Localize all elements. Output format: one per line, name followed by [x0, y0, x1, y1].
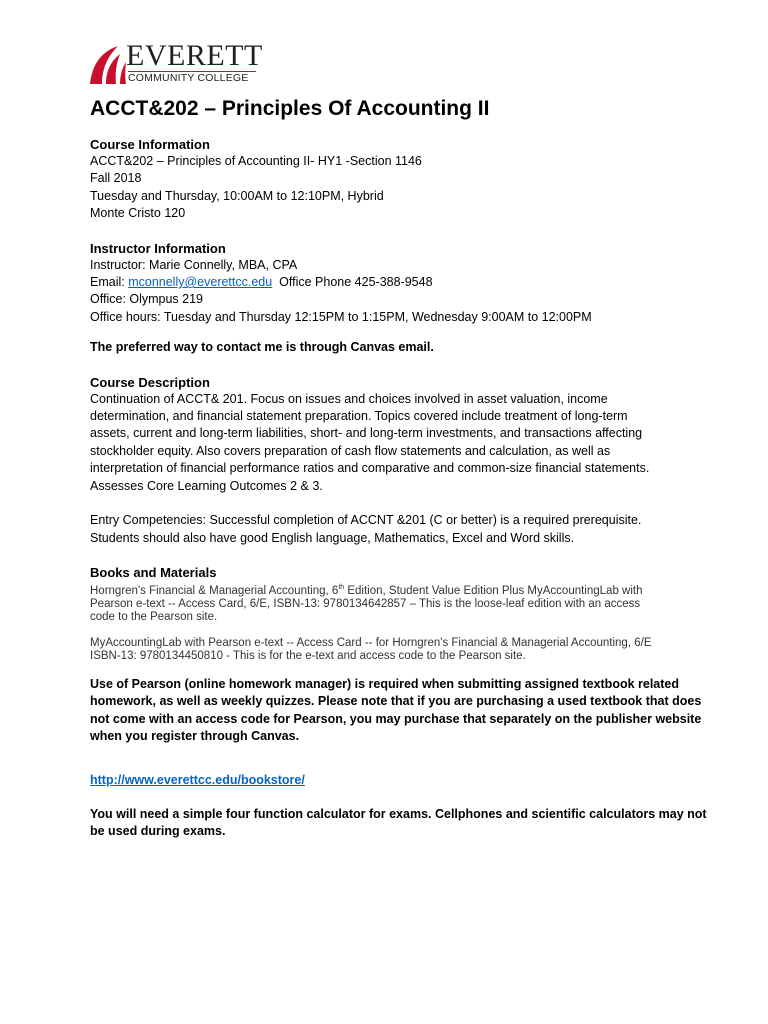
office-phone: Office Phone 425-388-9548 [272, 275, 433, 290]
syllabus-content [90, 96, 707, 841]
book1-line [90, 581, 690, 598]
bookstore-link[interactable]: http://www.everettcc.edu/bookstore/ [90, 773, 305, 788]
pearson-line: when you register through Canvas. [90, 728, 300, 743]
course-info-line: ACCT&202 – Principles of Accounting II- HY1 -Section 1146 [90, 154, 422, 168]
book1-title-cont: Edition, Student Value Edition Plus MyAccountingLab with [344, 584, 643, 597]
email-link[interactable]: mconnelly@everettcc.edu [128, 275, 273, 290]
instructor-name: Instructor: Marie Connelly, MBA, CPA [90, 257, 298, 272]
book1-edition-sup: th [338, 583, 345, 591]
course-info-line: Tuesday and Thursday, 10:00AM to 12:10PM, Hybrid [90, 188, 384, 203]
college-logo-mark-icon [88, 44, 130, 86]
office-location: Office: Olympus 219 [90, 292, 204, 307]
course-info-heading: Course Information [90, 137, 210, 152]
book2-line: MyAccountingLab with Pearson e-text -- Access Card -- for Horngren's Financial & Managerial Accounting, 6/E [90, 636, 652, 649]
pearson-line: Use of Pearson (online homework manager) is required when submitting assigned textbook related [90, 676, 680, 691]
description-line: assets, current and long-term liabilities, short- and long-term investments, and transactions affecting [90, 426, 643, 441]
calculator-line: You will need a simple four function calculator for exams. Cellphones and scientific calculators may not [90, 806, 707, 821]
description-line: stockholder equity. Also covers preparation of cash flow statements and calculation, as well as [90, 443, 611, 458]
description-line: Assesses Core Learning Outcomes 2 & 3. [90, 478, 323, 493]
college-logo-name: EVERETT [126, 39, 263, 72]
email-label: Email: [90, 275, 129, 290]
course-info-line: Fall 2018 [90, 171, 142, 186]
entry-competencies-line: Entry Competencies: Successful completion of ACCNT &201 (C or better) is a required prerequisite. [90, 513, 642, 528]
book1-title: Horngren's Financial & Managerial Accounting, 6 [90, 584, 339, 597]
book2-line: ISBN-13: 9780134450810 - This is for the e-text and access code to the Pearson site. [90, 649, 526, 662]
contact-note: The preferred way to contact me is through Canvas email. [90, 340, 434, 355]
instructor-info-heading: Instructor Information [90, 240, 226, 256]
description-line: interpretation of financial performance ratios and comparative and common-size financial statements. [90, 461, 650, 476]
office-hours: Office hours: Tuesday and Thursday 12:15PM to 1:15PM, Wednesday 9:00AM to 12:00PM [90, 309, 592, 324]
course-info-line: Monte Cristo 120 [90, 206, 186, 221]
pearson-line: not come with an access code for Pearson, you may purchase that separately on the publisher website [90, 711, 702, 726]
description-line: determination, and financial statement preparation. Topics covered include treatment of long-term [90, 409, 628, 424]
books-heading: Books and Materials [90, 564, 217, 580]
book1-line: code to the Pearson site. [90, 610, 218, 623]
calculator-line: be used during exams. [90, 824, 226, 839]
course-description-heading: Course Description [90, 374, 210, 390]
book1-line: Pearson e-text -- Access Card, 6/E, ISBN-13: 9780134642857 – This is the loose-leaf edition with an access [90, 597, 641, 610]
page-title: ACCT&202 – Principles Of Accounting II [90, 97, 490, 120]
college-logo [88, 39, 263, 86]
instructor-contact-line [90, 274, 690, 291]
pearson-line: homework, as well as weekly quizzes. Please note that if you are purchasing a used textbook that does [90, 694, 702, 709]
college-logo-subtitle: COMMUNITY COLLEGE [128, 71, 256, 84]
description-line: Continuation of ACCT& 201. Focus on issues and choices involved in asset valuation, income [90, 391, 608, 406]
entry-competencies-line: Students should also have good English language, Mathematics, Excel and Word skills. [90, 530, 575, 545]
